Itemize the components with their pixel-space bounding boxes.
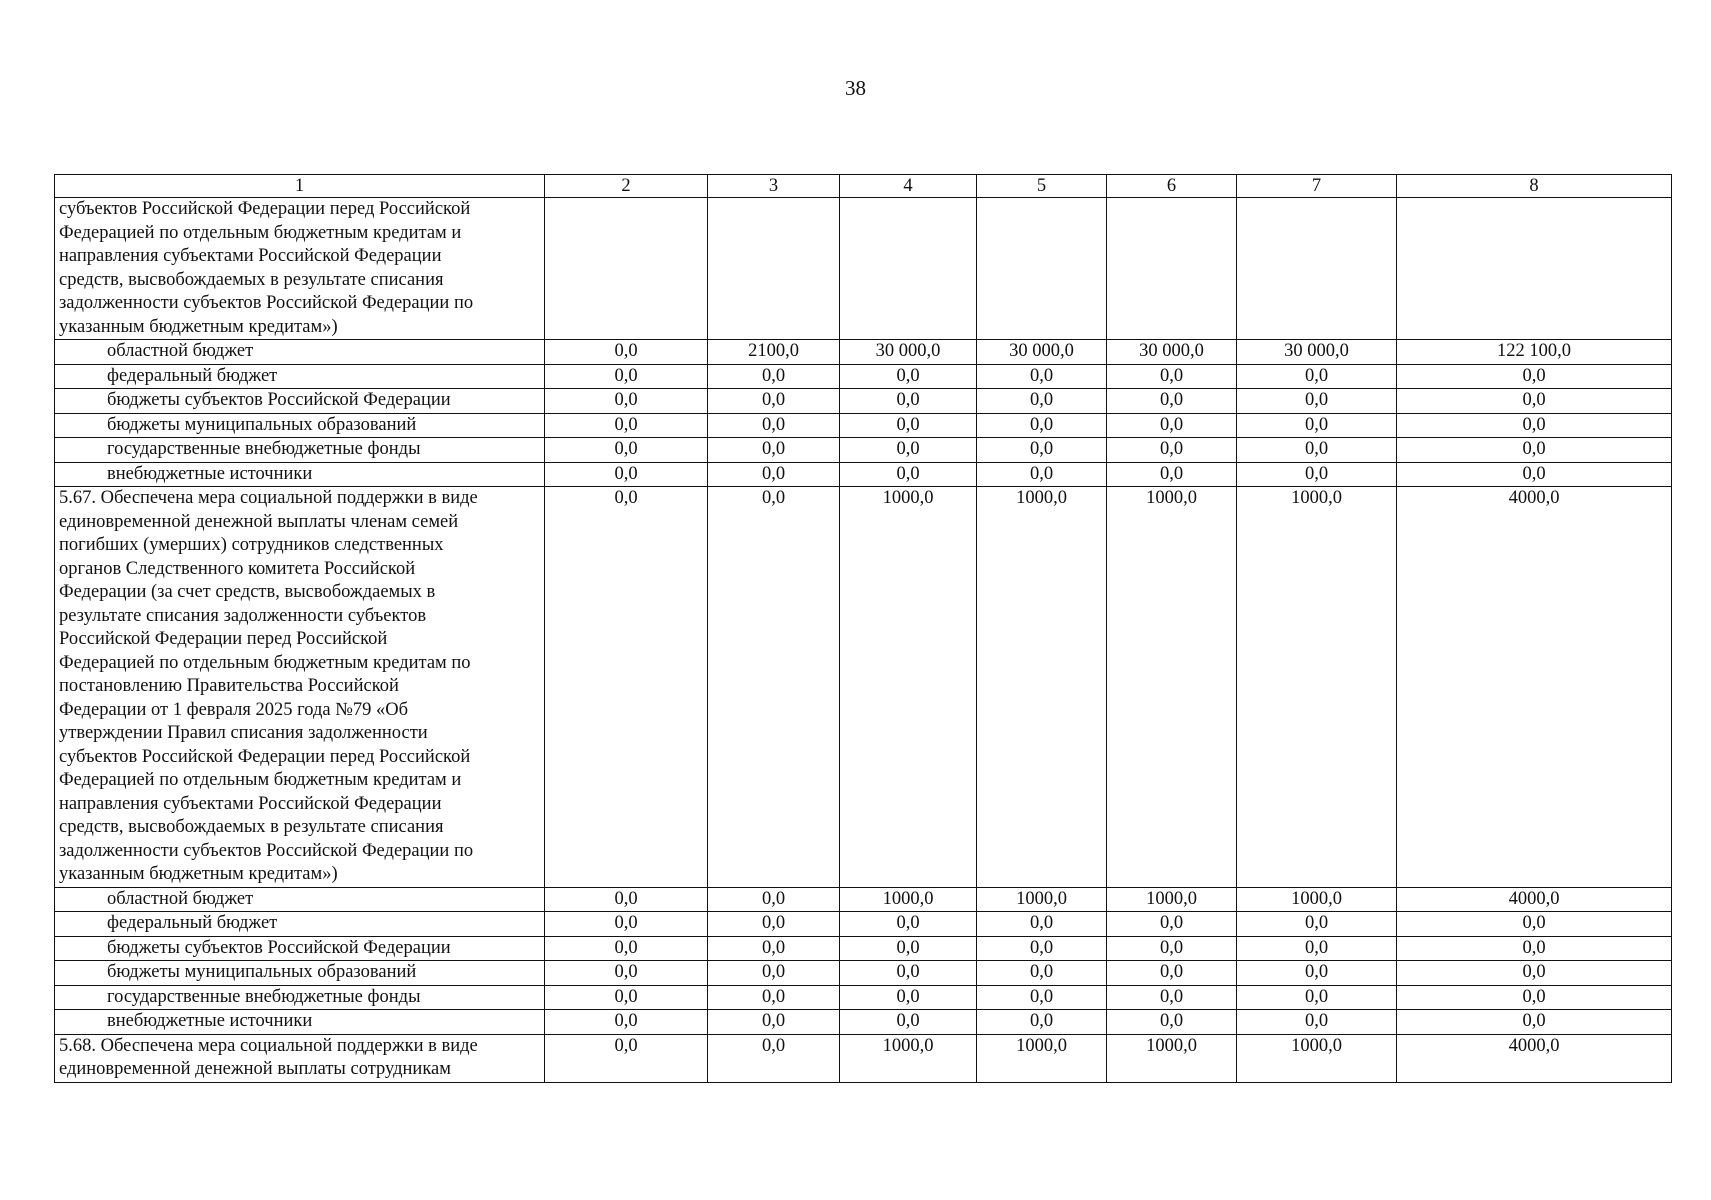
funding-value-cell: 0,0 [977,438,1107,463]
item-total-cell: 1000,0 [840,487,977,888]
column-header-row [55,175,1672,198]
funding-value-cell: 0,0 [840,413,977,438]
funding-value-cell: 0,0 [1397,961,1672,986]
funding-value-cell: 0,0 [840,985,977,1010]
funding-value-cell: 0,0 [1397,936,1672,961]
item-total-cell: 0,0 [708,487,840,888]
funding-value-cell: 0,0 [1237,985,1397,1010]
funding-source-label: бюджеты субъектов Российской Федерации [55,936,545,961]
column-header-7: 7 [1237,175,1397,198]
funding-source-row [55,961,1672,986]
funding-value-cell: 122 100,0 [1397,340,1672,365]
funding-value-cell: 0,0 [1397,389,1672,414]
funding-value-cell: 0,0 [708,887,840,912]
item-description-row [55,487,1672,888]
funding-value-cell: 0,0 [1237,912,1397,937]
funding-source-row [55,364,1672,389]
item-total-cell [1107,198,1237,340]
funding-value-cell: 0,0 [545,936,708,961]
funding-value-cell: 0,0 [1237,364,1397,389]
column-header-6: 6 [1107,175,1237,198]
funding-value-cell: 0,0 [545,985,708,1010]
funding-value-cell: 0,0 [840,936,977,961]
funding-value-cell: 0,0 [977,413,1107,438]
funding-value-cell: 0,0 [1107,389,1237,414]
item-total-cell: 4000,0 [1397,487,1672,888]
funding-value-cell: 0,0 [1397,1010,1672,1035]
column-header-5: 5 [977,175,1107,198]
funding-source-row [55,413,1672,438]
item-description-row [55,198,1672,340]
funding-value-cell: 0,0 [1107,462,1237,487]
funding-value-cell: 0,0 [977,1010,1107,1035]
item-total-cell [1397,198,1672,340]
funding-value-cell: 0,0 [545,1010,708,1035]
funding-value-cell: 0,0 [977,985,1107,1010]
funding-value-cell: 0,0 [545,340,708,365]
funding-value-cell: 0,0 [1107,936,1237,961]
item-total-cell: 1000,0 [977,487,1107,888]
funding-source-label: государственные внебюджетные фонды [55,985,545,1010]
funding-value-cell: 1000,0 [977,887,1107,912]
funding-value-cell: 0,0 [1237,389,1397,414]
funding-value-cell: 0,0 [977,462,1107,487]
funding-value-cell: 0,0 [1237,936,1397,961]
funding-source-label: федеральный бюджет [55,912,545,937]
item-total-cell: 1000,0 [1237,487,1397,888]
funding-value-cell: 1000,0 [840,887,977,912]
item-total-cell: 0,0 [545,1034,708,1082]
funding-value-cell: 0,0 [708,961,840,986]
page-number: 38 [845,76,866,100]
item-total-cell [708,198,840,340]
funding-value-cell: 0,0 [1107,364,1237,389]
funding-value-cell: 0,0 [708,438,840,463]
funding-value-cell: 30 000,0 [977,340,1107,365]
funding-source-label: областной бюджет [55,340,545,365]
funding-value-cell: 0,0 [977,389,1107,414]
funding-value-cell: 0,0 [977,936,1107,961]
funding-value-cell: 0,0 [545,364,708,389]
funding-value-cell: 0,0 [1237,438,1397,463]
funding-source-label: внебюджетные источники [55,1010,545,1035]
item-total-cell [977,198,1107,340]
funding-value-cell: 0,0 [708,364,840,389]
funding-value-cell: 0,0 [708,936,840,961]
item-total-cell: 1000,0 [1107,487,1237,888]
funding-value-cell: 0,0 [840,389,977,414]
funding-source-row [55,438,1672,463]
funding-source-row [55,887,1672,912]
funding-value-cell: 0,0 [840,364,977,389]
funding-value-cell: 0,0 [545,389,708,414]
funding-value-cell: 0,0 [1107,438,1237,463]
column-header-2: 2 [545,175,708,198]
funding-value-cell: 0,0 [1107,912,1237,937]
item-total-cell: 1000,0 [1237,1034,1397,1082]
funding-value-cell: 0,0 [708,1010,840,1035]
funding-value-cell: 0,0 [1397,462,1672,487]
funding-source-label: областной бюджет [55,887,545,912]
item-total-cell: 0,0 [545,487,708,888]
item-total-cell: 1000,0 [1107,1034,1237,1082]
funding-value-cell: 1000,0 [1237,887,1397,912]
funding-source-row [55,340,1672,365]
funding-value-cell: 0,0 [1107,1010,1237,1035]
funding-source-row [55,462,1672,487]
funding-value-cell: 0,0 [1237,413,1397,438]
item-total-cell [840,198,977,340]
funding-value-cell: 0,0 [1237,462,1397,487]
funding-source-label: федеральный бюджет [55,364,545,389]
item-description-row [55,1034,1672,1082]
funding-value-cell: 0,0 [545,912,708,937]
funding-value-cell: 0,0 [708,389,840,414]
budget-table [54,174,1672,1083]
funding-value-cell: 0,0 [977,961,1107,986]
column-header-3: 3 [708,175,840,198]
funding-value-cell: 0,0 [977,912,1107,937]
funding-value-cell: 4000,0 [1397,887,1672,912]
funding-value-cell: 0,0 [1397,364,1672,389]
funding-value-cell: 30 000,0 [840,340,977,365]
funding-value-cell: 0,0 [545,887,708,912]
funding-source-label: бюджеты муниципальных образований [55,413,545,438]
funding-value-cell: 0,0 [840,462,977,487]
funding-value-cell: 0,0 [1397,985,1672,1010]
item-total-cell [1237,198,1397,340]
funding-value-cell: 0,0 [1107,985,1237,1010]
funding-value-cell: 0,0 [1107,961,1237,986]
funding-source-row [55,389,1672,414]
column-header-1: 1 [55,175,545,198]
funding-source-label: бюджеты субъектов Российской Федерации [55,389,545,414]
funding-value-cell: 0,0 [1107,413,1237,438]
item-total-cell [545,198,708,340]
funding-value-cell: 0,0 [545,462,708,487]
funding-value-cell: 30 000,0 [1237,340,1397,365]
item-description: 5.68. Обеспечена мера социальной поддержки в виде единовременной денежной выплаты сотрудникам [55,1034,545,1082]
item-total-cell: 4000,0 [1397,1034,1672,1082]
funding-source-row [55,1010,1672,1035]
item-description: 5.67. Обеспечена мера социальной поддержки в виде единовременной денежной выплаты членам семей погибших (умерших) сотрудников следственных органов Следственного комитета Российской Федерации (за счет средств, высвобождаемых в результате списания задолженности субъектов Российской Федерации перед Российской Федерацией по отдельным бюджетным кредитам по постановлению Правительства Российской Федерации от 1 февраля 2025 года №79 «Об утверждении Правил списания задолженности субъектов Российской Федерации перед Российской Федерацией по отдельным бюджетным кредитам и направления субъектами Российской Федерации средств, высвобождаемых в результате списания задолженности субъектов Российской Федерации по указанным бюджетным кредитам») [55,487,545,888]
funding-value-cell: 0,0 [840,1010,977,1035]
funding-value-cell: 0,0 [1237,961,1397,986]
funding-source-row [55,936,1672,961]
table-body [55,175,1672,1083]
funding-value-cell: 0,0 [545,961,708,986]
funding-value-cell: 0,0 [545,438,708,463]
funding-source-row [55,985,1672,1010]
item-total-cell: 0,0 [708,1034,840,1082]
funding-value-cell: 30 000,0 [1107,340,1237,365]
funding-source-row [55,912,1672,937]
funding-value-cell: 0,0 [840,961,977,986]
item-total-cell: 1000,0 [977,1034,1107,1082]
funding-value-cell: 0,0 [708,413,840,438]
funding-value-cell: 0,0 [708,912,840,937]
column-header-4: 4 [840,175,977,198]
funding-value-cell: 1000,0 [1107,887,1237,912]
funding-value-cell: 0,0 [545,413,708,438]
item-description: субъектов Российской Федерации перед Российской Федерацией по отдельным бюджетным кредитам и направления субъектами Российской Федерации средств, высвобождаемых в результате списания задолженности субъектов Российской Федерации по указанным бюджетным кредитам») [55,198,545,340]
funding-source-label: государственные внебюджетные фонды [55,438,545,463]
funding-value-cell: 0,0 [708,985,840,1010]
column-header-8: 8 [1397,175,1672,198]
funding-value-cell: 0,0 [1397,438,1672,463]
funding-value-cell: 0,0 [840,438,977,463]
item-total-cell: 1000,0 [840,1034,977,1082]
funding-source-label: бюджеты муниципальных образований [55,961,545,986]
funding-value-cell: 0,0 [708,462,840,487]
funding-value-cell: 0,0 [977,364,1107,389]
funding-value-cell: 2100,0 [708,340,840,365]
funding-source-label: внебюджетные источники [55,462,545,487]
funding-value-cell: 0,0 [1397,912,1672,937]
funding-value-cell: 0,0 [1397,413,1672,438]
funding-value-cell: 0,0 [1237,1010,1397,1035]
funding-value-cell: 0,0 [840,912,977,937]
